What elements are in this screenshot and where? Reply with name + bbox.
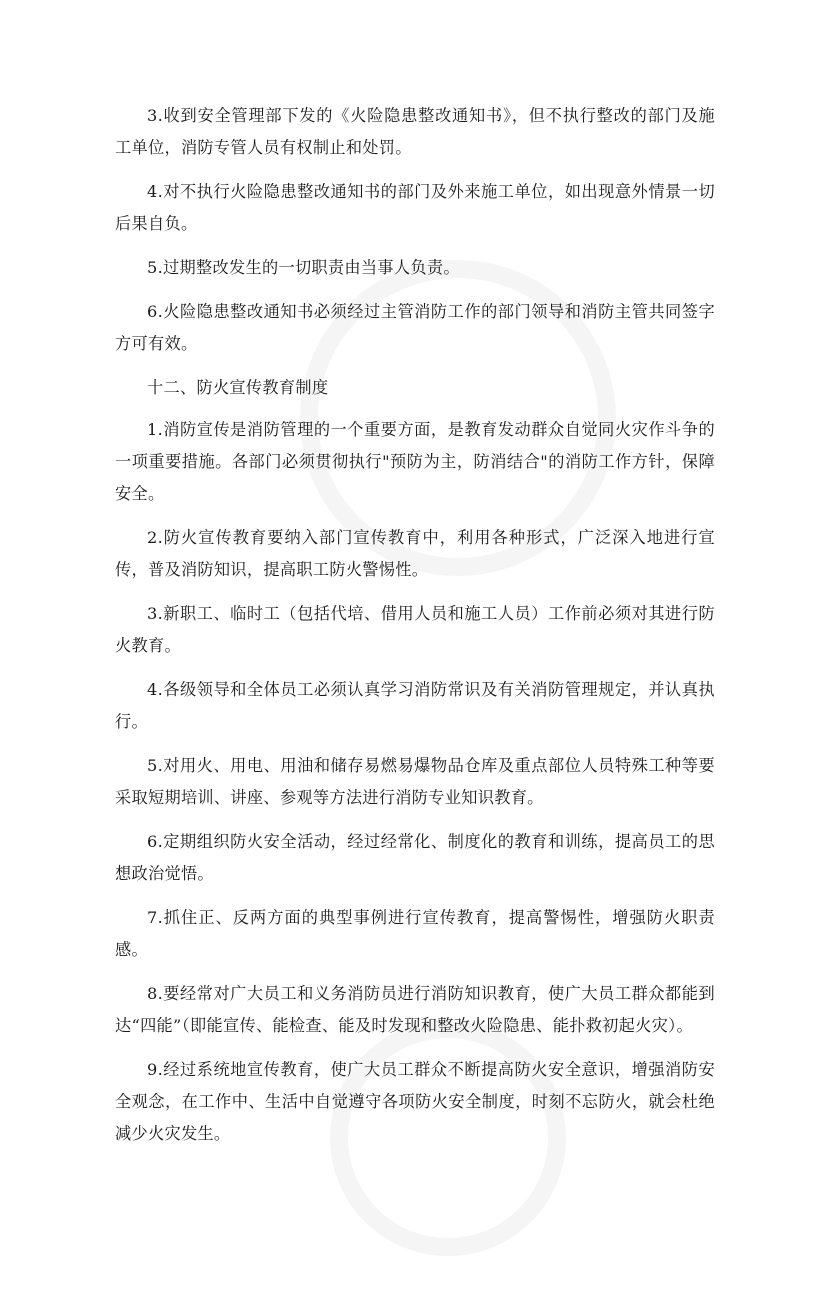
section-heading: 十二、防火宣传教育制度: [147, 378, 329, 397]
paragraph-item: 8.要经常对广大员工和义务消防员进行消防知识教育，使广大员工群众都能到达“四能”（即能宣传、能检查、能及时发现和整改火险隐患、能扑救初起火灾）。: [115, 984, 715, 1035]
paragraph-item: 5.对用火、用电、用油和储存易燃易爆物品仓库及重点部位人员特殊工种等要采取短期培训、讲座、参观等方法进行消防专业知识教育。: [115, 756, 715, 807]
paragraph-item: 6.火险隐患整改通知书必须经过主管消防工作的部门领导和消防主管共同签字方可有效。: [115, 302, 715, 353]
paragraph-item: 2.防火宣传教育要纳入部门宣传教育中，利用各种形式，广泛深入地进行宣传，普及消防知识，提高职工防火警惕性。: [115, 528, 715, 579]
paragraph-item: 7.抓住正、反两方面的典型事例进行宣传教育，提高警惕性，增强防火职责感。: [115, 908, 715, 959]
paragraph-item: 1.消防宣传是消防管理的一个重要方面，是教育发动群众自觉同火灾作斗争的一项重要措施。各部门必须贯彻执行"预防为主，防消结合"的消防工作方针，保障安全。: [115, 420, 715, 503]
paragraph-item: 4.各级领导和全体员工必须认真学习消防常识及有关消防管理规定，并认真执行。: [115, 680, 715, 731]
paragraph-item: 3.收到安全管理部下发的《火险隐患整改通知书》，但不执行整改的部门及施工单位，消防专管人员有权制止和处罚。: [115, 106, 715, 157]
paragraph-item: 9.经过系统地宣传教育，使广大员工群众不断提高防火安全意识，增强消防安全观念，在工作中、生活中自觉遵守各项防火安全制度，时刻不忘防火，就会杜绝减少火灾发生。: [115, 1060, 715, 1143]
paragraph-item: 5.过期整改发生的一切职责由当事人负责。: [147, 258, 460, 277]
paragraph-item: 4.对不执行火险隐患整改通知书的部门及外来施工单位，如出现意外情景一切后果自负。: [115, 182, 715, 233]
paragraph-item: 6.定期组织防火安全活动，经过经常化、制度化的教育和训练，提高员工的思想政治觉悟。: [115, 832, 715, 883]
paragraph-item: 3.新职工、临时工（包括代培、借用人员和施工人员）工作前必须对其进行防火教育。: [115, 604, 715, 655]
document-body: [115, 100, 715, 1162]
